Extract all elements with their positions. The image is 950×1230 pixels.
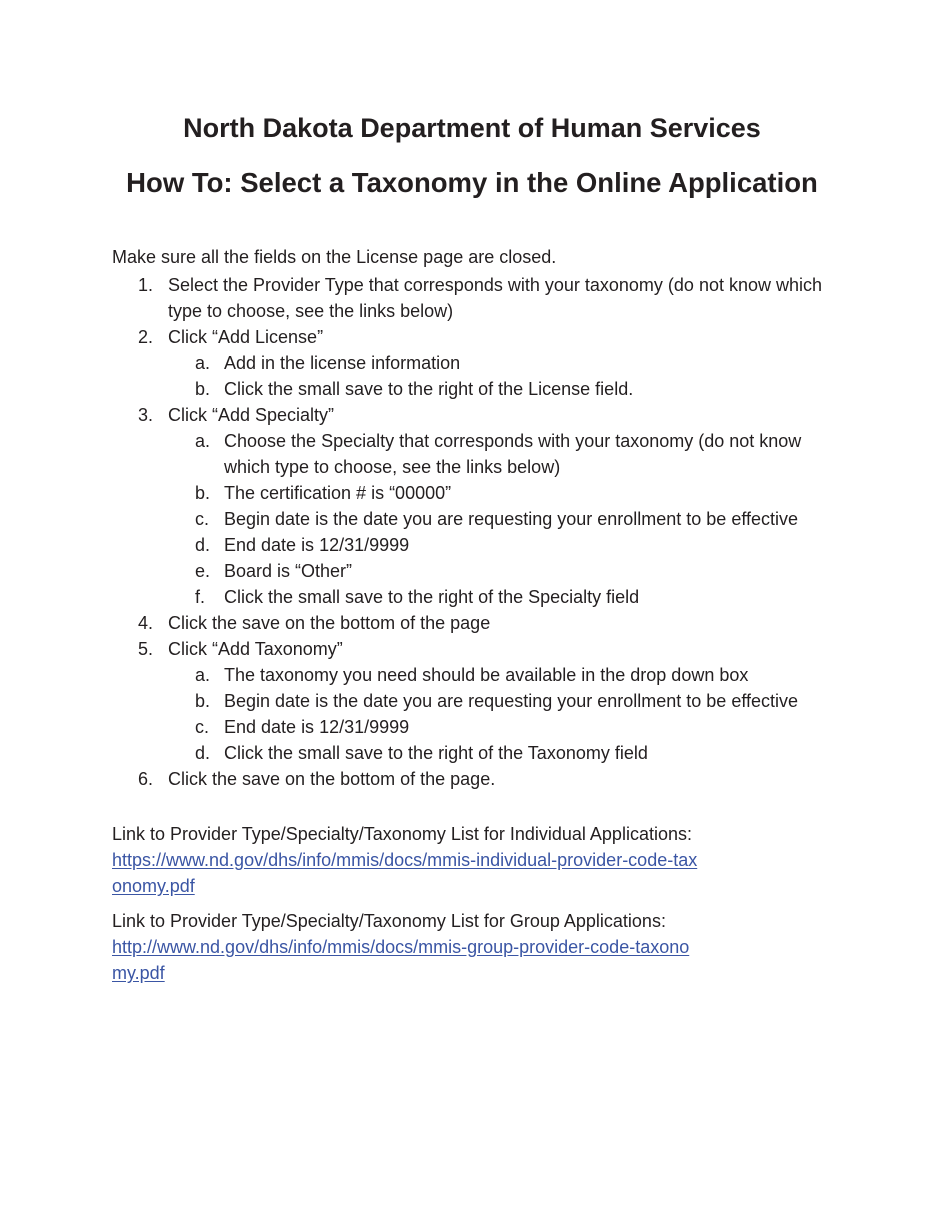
substep-text: Board is “Other” [224,561,353,581]
substep-item [112,740,842,766]
substep-text: Begin date is the date you are requesting your enrollment to be effective [224,691,799,711]
step-text: Click the save on the bottom of the page. [168,769,496,789]
group-taxonomy-link[interactable]: http://www.nd.gov/dhs/info/mmis/docs/mmis-group-provider-code-taxonomy.pdf [112,937,690,983]
substep-item [112,376,842,402]
step-number: 2. [138,327,154,347]
substep-letter: a. [195,431,211,451]
step-number: 3. [138,405,154,425]
substep-letter: c. [195,717,210,737]
group-link-label: Link to Provider Type/Specialty/Taxonomy List for Group Applications: [112,911,666,931]
substep-list [112,662,842,766]
individual-link-label: Link to Provider Type/Specialty/Taxonomy List for Individual Applications: [112,824,692,844]
substep-letter: a. [195,665,211,685]
substep-item [112,506,842,532]
substep-letter: a. [195,353,211,373]
step-number: 6. [138,769,154,789]
org-title: North Dakota Department of Human Services [183,113,761,143]
substep-item [112,584,842,610]
step-text: Select the Provider Type that corresponds with your taxonomy (do not know which type to choose, see the links below) [168,275,823,321]
substep-text: Choose the Specialty that corresponds with your taxonomy (do not know which type to choose, see the links below) [224,431,802,477]
substep-list [112,350,842,402]
substep-item [112,662,842,688]
substep-text: Begin date is the date you are requesting your enrollment to be effective [224,509,799,529]
substep-letter: d. [195,535,211,555]
substep-text: Click the small save to the right of the Taxonomy field [224,743,648,763]
substep-text: End date is 12/31/9999 [224,717,410,737]
substep-letter: b. [195,691,211,711]
step-item [112,402,842,610]
substep-item [112,428,842,480]
step-number: 1. [138,275,154,295]
substep-letter: b. [195,379,211,399]
substep-letter: c. [195,509,210,529]
step-item [112,610,842,636]
step-text: Click “Add Taxonomy” [168,639,343,659]
step-text: Click “Add Specialty” [168,405,335,425]
intro-text: Make sure all the fields on the License page are closed. [112,247,557,267]
substep-item [112,714,842,740]
steps-list [112,272,842,792]
step-number: 4. [138,613,154,633]
step-item [112,636,842,766]
step-item [112,272,842,324]
substep-item [112,480,842,506]
substep-letter: e. [195,561,211,581]
step-item [112,766,842,792]
substep-letter: f. [195,587,206,607]
step-item [112,324,842,402]
page-title: How To: Select a Taxonomy in the Online Application [126,167,818,198]
substep-item [112,688,842,714]
substep-text: Add in the license information [224,353,461,373]
substep-text: The taxonomy you need should be available in the drop down box [224,665,749,685]
substep-item [112,532,842,558]
substep-letter: d. [195,743,211,763]
individual-link-block [112,821,832,899]
substep-text: The certification # is “00000” [224,483,452,503]
individual-taxonomy-link[interactable]: https://www.nd.gov/dhs/info/mmis/docs/mmis-individual-provider-code-taxonomy.pdf [112,850,698,896]
substep-list [112,428,842,610]
step-text: Click “Add License” [168,327,324,347]
step-number: 5. [138,639,154,659]
substep-text: Click the small save to the right of the Specialty field [224,587,640,607]
group-link-block [112,908,832,986]
substep-letter: b. [195,483,211,503]
substep-text: Click the small save to the right of the License field. [224,379,634,399]
substep-item [112,350,842,376]
step-text: Click the save on the bottom of the page [168,613,491,633]
substep-text: End date is 12/31/9999 [224,535,410,555]
substep-item [112,558,842,584]
